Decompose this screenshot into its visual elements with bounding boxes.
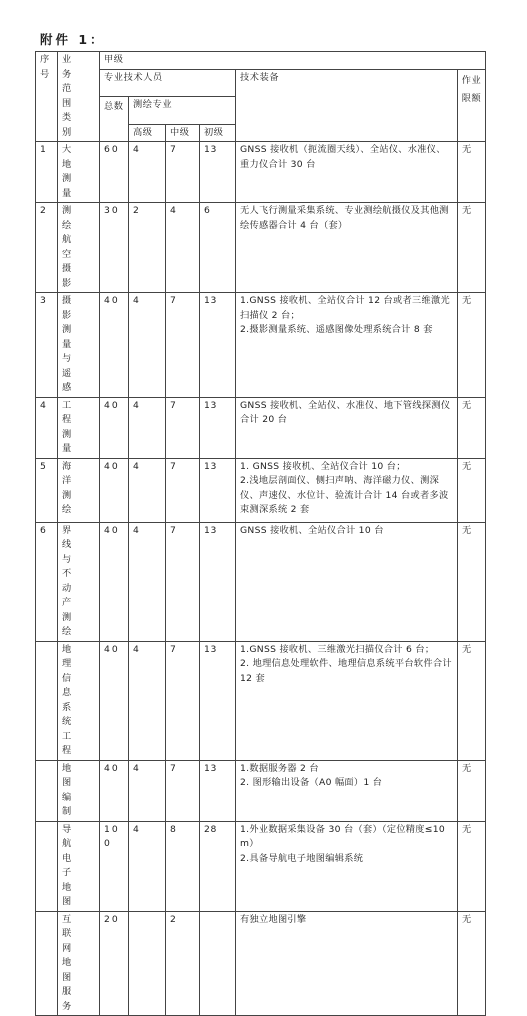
table-row — [36, 821, 486, 911]
row-equipment: 1. GNSS 接收机、全站仪合计 10 台； 2.浅地层剖面仪、侧扫声呐、海洋磁力仪、测深仪、声速仪、水位计、验流计合计 14 台或者多波束测深系统 2 套 — [236, 458, 458, 522]
row-senior — [129, 911, 166, 1016]
row-total: 40 — [100, 641, 129, 760]
row-seq — [36, 821, 58, 911]
row-total: 40 — [100, 522, 129, 641]
row-senior: 4 — [129, 641, 166, 760]
row-equipment: 1.GNSS 接收机、三维激光扫描仪合计 6 台； 2. 地理信息处理软件、地理信息系统平台软件合计 12 套 — [236, 641, 458, 760]
qualification-table — [35, 51, 486, 1016]
row-category: 测绘航空摄影 — [58, 203, 100, 293]
header-row-1 — [36, 52, 486, 70]
row-equipment: 1.GNSS 接收机、全站仪合计 12 台或者三维激光扫描仪 2 台； 2.摄影测量系统、遥感图像处理系统合计 8 套 — [236, 293, 458, 398]
header-staff: 专业技术人员 — [100, 69, 236, 97]
row-category: 地图编制 — [58, 760, 100, 821]
header-grade: 甲级 — [100, 52, 486, 70]
row-senior: 4 — [129, 760, 166, 821]
row-junior: 13 — [200, 397, 236, 458]
row-total: 40 — [100, 293, 129, 398]
row-intermediate: 7 — [166, 641, 200, 760]
row-equipment: 无人飞行测量采集系统、专业测绘航摄仪及其他测绘传感器合计 4 台（套） — [236, 203, 458, 293]
row-total: 40 — [100, 760, 129, 821]
header-senior: 高级 — [129, 124, 166, 142]
header-intermediate: 中级 — [166, 124, 200, 142]
row-senior: 4 — [129, 397, 166, 458]
table-row — [36, 203, 486, 293]
row-limit: 无 — [458, 821, 486, 911]
row-junior: 28 — [200, 821, 236, 911]
row-junior — [200, 911, 236, 1016]
row-senior: 4 — [129, 458, 166, 522]
row-category: 界线与不动产测绘 — [58, 522, 100, 641]
row-seq: 3 — [36, 293, 58, 398]
row-intermediate: 8 — [166, 821, 200, 911]
row-limit: 无 — [458, 397, 486, 458]
header-total: 总数 — [100, 97, 129, 142]
row-junior: 13 — [200, 458, 236, 522]
row-limit: 无 — [458, 522, 486, 641]
row-limit: 无 — [458, 142, 486, 203]
row-total: 40 — [100, 397, 129, 458]
table-row — [36, 760, 486, 821]
row-category: 工程测量 — [58, 397, 100, 458]
row-total: 20 — [100, 911, 129, 1016]
row-senior: 4 — [129, 821, 166, 911]
row-junior: 13 — [200, 522, 236, 641]
row-seq — [36, 911, 58, 1016]
row-junior: 6 — [200, 203, 236, 293]
row-intermediate: 7 — [166, 397, 200, 458]
row-category: 导航电子地图 — [58, 821, 100, 911]
row-category: 海洋测绘 — [58, 458, 100, 522]
row-limit: 无 — [458, 293, 486, 398]
row-senior: 4 — [129, 142, 166, 203]
header-junior: 初级 — [200, 124, 236, 142]
header-row-2 — [36, 69, 486, 97]
row-intermediate: 2 — [166, 911, 200, 1016]
row-seq — [36, 641, 58, 760]
row-senior: 4 — [129, 293, 166, 398]
row-limit: 无 — [458, 760, 486, 821]
row-equipment: 1.外业数据采集设备 30 台（套）（定位精度≤10m） 2.具备导航电子地图编辑系统 — [236, 821, 458, 911]
row-category: 大地测量 — [58, 142, 100, 203]
row-total: 30 — [100, 203, 129, 293]
row-seq: 2 — [36, 203, 58, 293]
row-intermediate: 7 — [166, 760, 200, 821]
row-junior: 13 — [200, 142, 236, 203]
row-intermediate: 7 — [166, 293, 200, 398]
row-total: 40 — [100, 458, 129, 522]
row-intermediate: 7 — [166, 522, 200, 641]
table-row — [36, 641, 486, 760]
row-seq: 5 — [36, 458, 58, 522]
row-equipment: GNSS 接收机、全站仪、水准仪、地下管线探测仪合计 20 台 — [236, 397, 458, 458]
table-row — [36, 458, 486, 522]
row-junior: 13 — [200, 293, 236, 398]
header-surveying: 测绘专业 — [129, 97, 236, 125]
table-row — [36, 911, 486, 1016]
row-category: 地理信息系统工程 — [58, 641, 100, 760]
row-seq: 4 — [36, 397, 58, 458]
header-equipment: 技术装备 — [236, 69, 458, 142]
row-seq: 6 — [36, 522, 58, 641]
header-limit: 作业限额 — [458, 69, 486, 142]
row-senior: 4 — [129, 522, 166, 641]
row-equipment: 1.数据服务器 2 台 2. 图形输出设备（A0 幅面）1 台 — [236, 760, 458, 821]
table-row — [36, 293, 486, 398]
row-seq: 1 — [36, 142, 58, 203]
row-junior: 13 — [200, 641, 236, 760]
row-limit: 无 — [458, 641, 486, 760]
row-intermediate: 4 — [166, 203, 200, 293]
row-senior: 2 — [129, 203, 166, 293]
row-seq — [36, 760, 58, 821]
row-limit: 无 — [458, 911, 486, 1016]
page-title: 附件 1： — [40, 32, 106, 47]
table-row — [36, 522, 486, 641]
row-equipment: GNSS 接收机、全站仪合计 10 台 — [236, 522, 458, 641]
row-limit: 无 — [458, 203, 486, 293]
row-category: 摄影测量与遥感 — [58, 293, 100, 398]
table-row — [36, 142, 486, 203]
row-intermediate: 7 — [166, 142, 200, 203]
header-seq: 序号 — [36, 52, 58, 142]
row-intermediate: 7 — [166, 458, 200, 522]
table-row — [36, 397, 486, 458]
header-category: 业 务 范 围 类别 — [58, 52, 100, 142]
row-category: 互联网地图服务 — [58, 911, 100, 1016]
row-equipment: 有独立地图引擎 — [236, 911, 458, 1016]
row-total: 100 — [100, 821, 129, 911]
row-junior: 13 — [200, 760, 236, 821]
row-equipment: GNSS 接收机（扼流圈天线）、全站仪、水准仪、重力仪合计 30 台 — [236, 142, 458, 203]
row-limit: 无 — [458, 458, 486, 522]
row-total: 60 — [100, 142, 129, 203]
